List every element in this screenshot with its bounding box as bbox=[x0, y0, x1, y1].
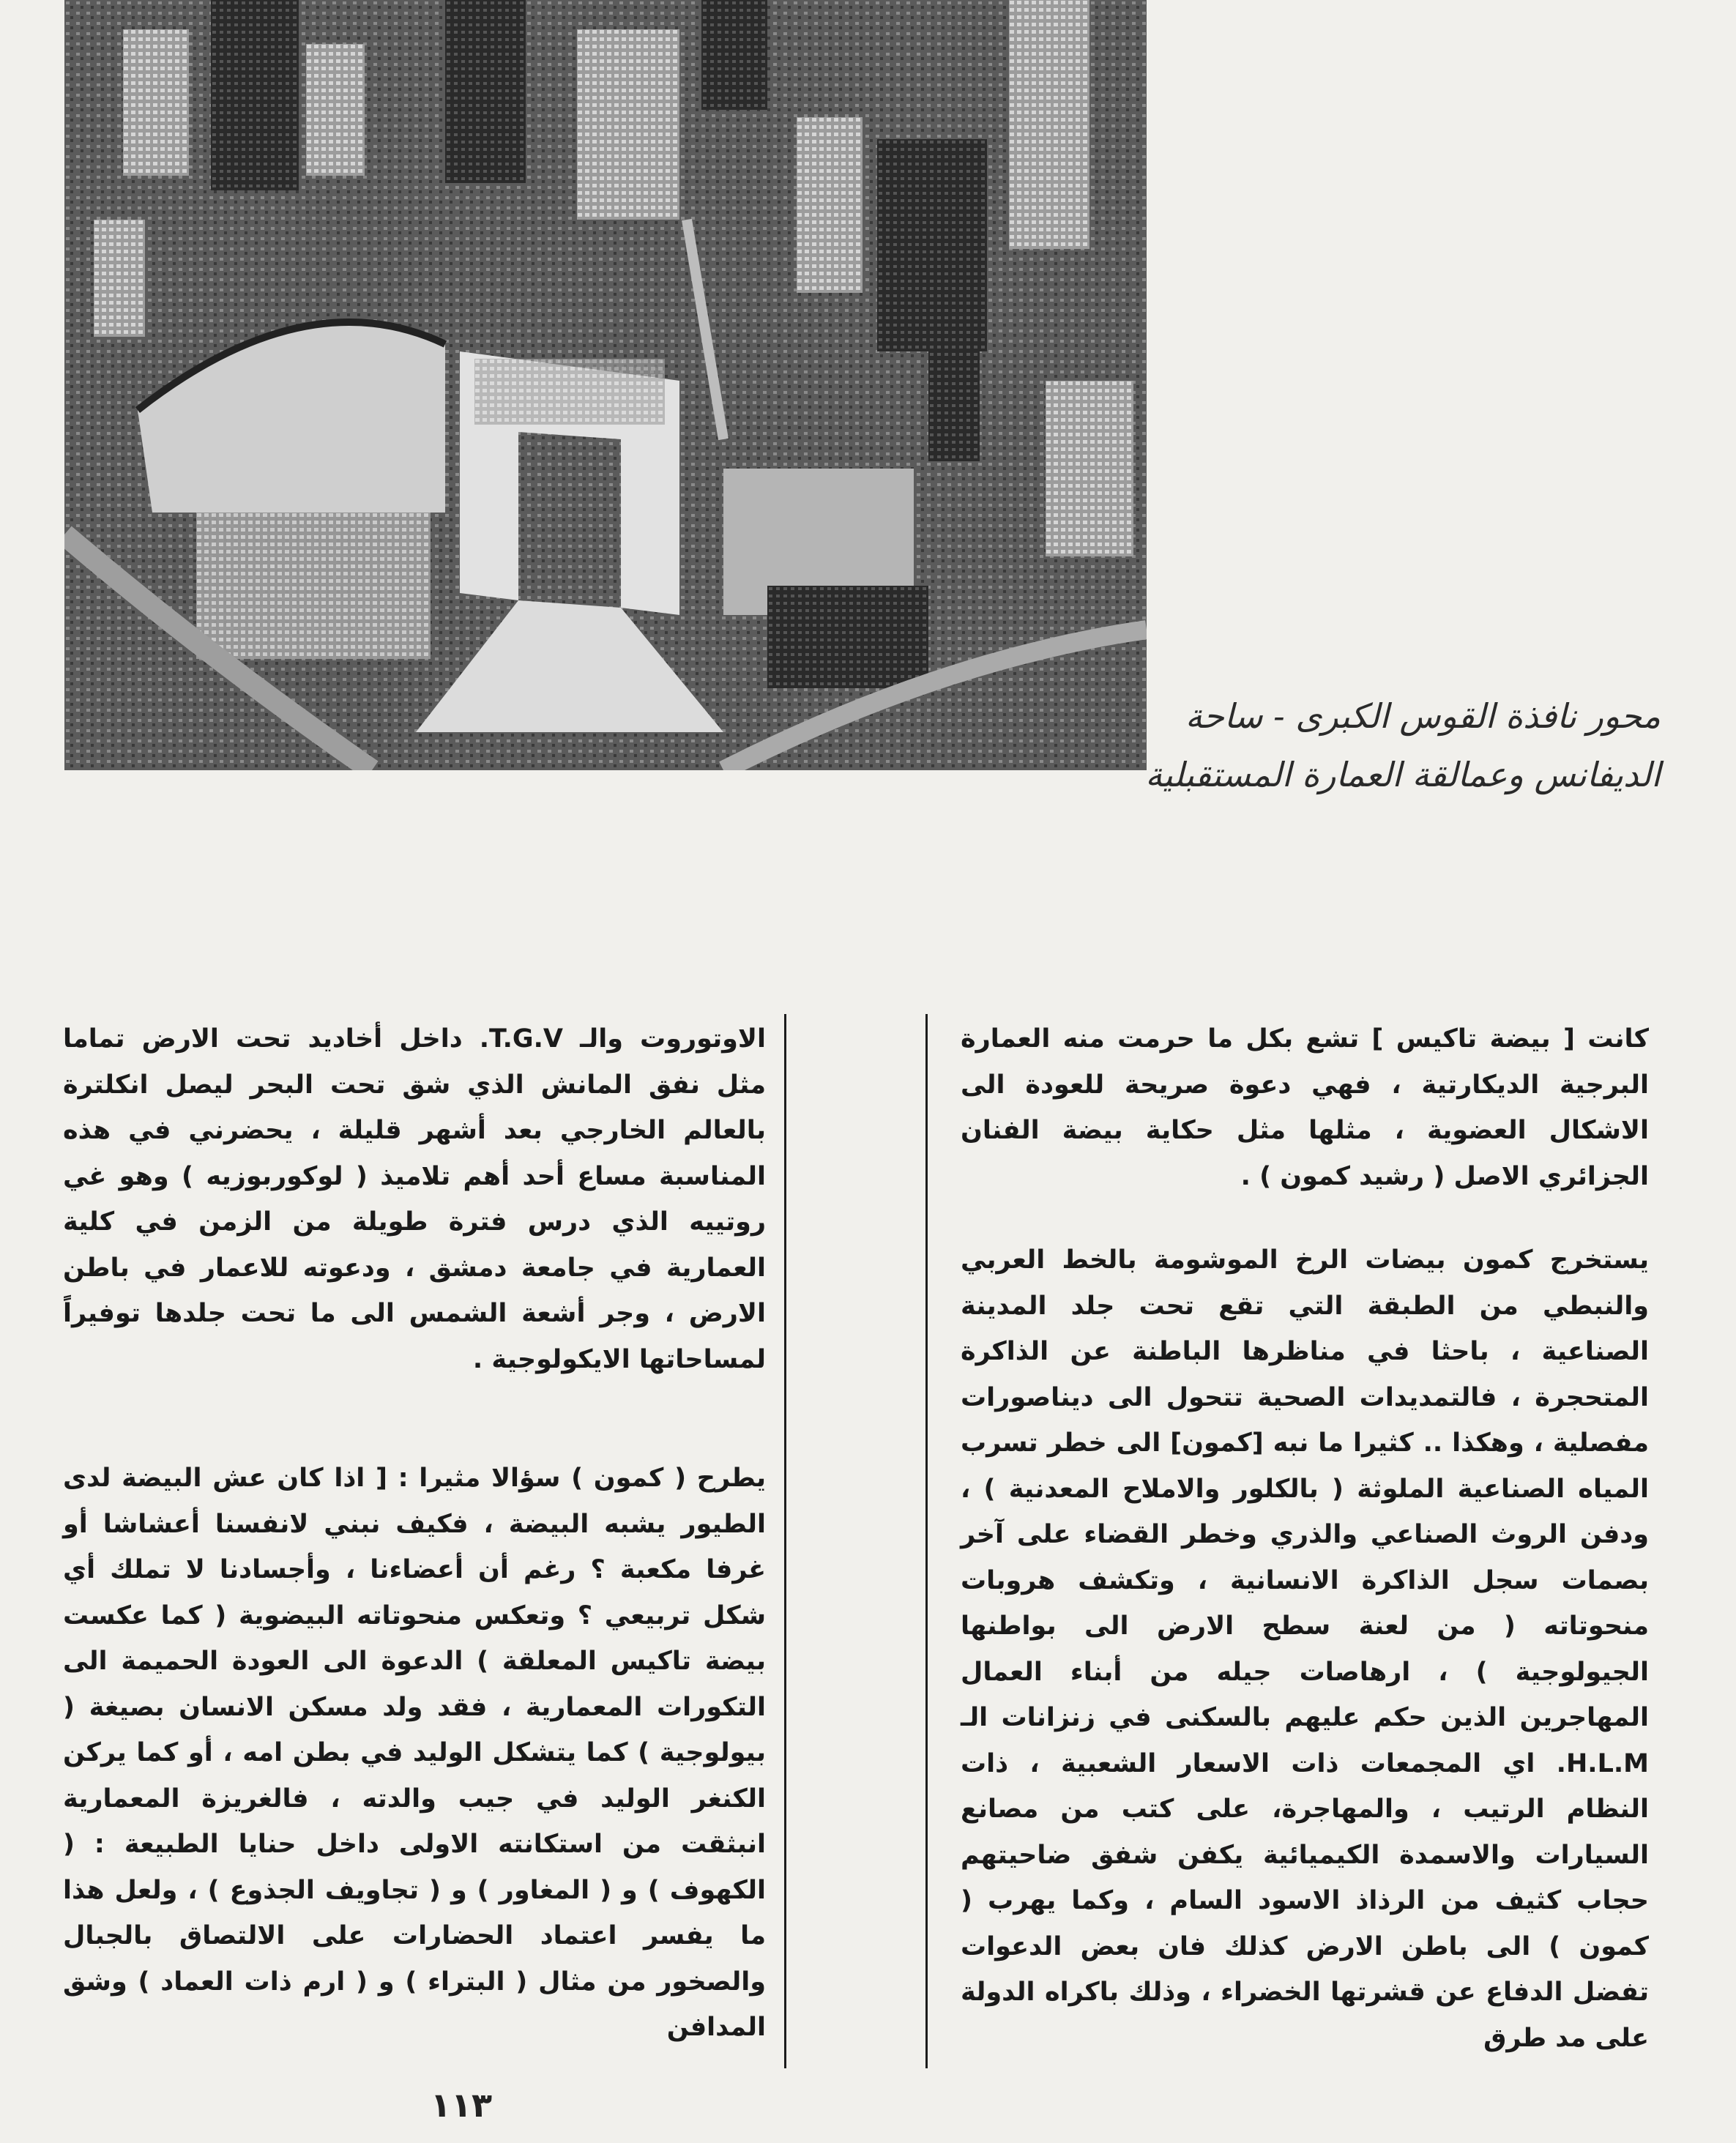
column-divider-left bbox=[784, 1014, 786, 2068]
photo-caption bbox=[1145, 687, 1661, 804]
aerial-city-photo-icon bbox=[64, 0, 1147, 770]
caption-line-1: محور نافذة القوس الكبرى - ساحة bbox=[1185, 696, 1661, 736]
paragraph-1: الاوتوروت والـ T.G.V. داخل أخاديد تحت الارض تماما مثل نفق المانش الذي شق تحت البحر ليصل انكلترة بالعالم الخارجي بعد أشهر قليلة ، يحضرني في هذه المناسبة مساع أحد أهم تلاميذ ( لوكوربوزيه ) وهو غي روتييه الذي درس فترة طويلة من الزمن في كلية العمارية في جامعة دمشق ، ودعوته للاعمار في باطن الارض ، وجر أشعة الشمس الى ما تحت جلدها توفيراً لمساحاتها الايكولوجية . bbox=[63, 1024, 766, 1374]
paragraph-1: كانت [ بيضة تاكيس ] تشع بكل ما حرمت منه العمارة البرجية الديكارتية ، فهي دعوة صريحة للعودة الى الاشكال العضوية ، مثلها مثل حكاية بيضة الفنان الجزائري الاصل ( رشيد كمون ) . bbox=[961, 1024, 1649, 1191]
city-photo bbox=[64, 0, 1147, 770]
caption-line-2: الديفانس وعمالقة العمارة المستقبلية bbox=[1145, 755, 1661, 794]
column-divider-right bbox=[925, 1014, 928, 2068]
paragraph-2: يستخرج كمون بيضات الرخ الموشومة بالخط العربي والنبطي من الطبقة التي تقع تحت جلد المدينة الصناعية ، باحثا في مناظرها الباطنة عن الذاكرة المتحجرة ، فالتمديدات الصحية تتحول الى ديناصورات مفصلية ، وهكذا .. كثيرا ما نبه [كمون] الى خطر تسرب المياه الصناعية الملوثة ( بالكلور والاملاح المعدنية ) ، ودفن الروث الصناعي والذري وخطر القضاء على آخر بصمات سجل الذاكرة الانسانية ، وتكشف هروبات منحوتاته ( من لعنة سطح الارض الى بواطنها الجيولوجية ) ، ارهاصات جيله من أبناء العمال المهاجرين الذين حكم عليهم بالسكنى في زنزانات الـ H.L.M. اي المجمعات ذات الاسعار الشعبية ، ذات النظام الرتيب ، والمهاجرة، على كتب من مصانع السيارات والاسمدة الكيميائية يكفن شفق ضاحيتهم حجاب كثيف من الرذاذ الاسود السام ، وكما يهرب ( كمون ) الى باطن الارض كذلك فان بعض الدعوات تفضل الدفاع عن قشرتها الخضراء ، وذلك باكراه الدولة على مد طرق bbox=[961, 1245, 1649, 2053]
text-column-right bbox=[961, 1016, 1649, 2061]
paragraph-2: يطرح ( كمون ) سؤالا مثيرا : [ اذا كان عش البيضة لدى الطيور يشبه البيضة ، فكيف نبني لانفسنا أعشاشا أو غرفا مكعبة ؟ رغم أن أعضاءنا ، وأجسادنا لا تملك أي شكل تربيعي ؟ وتعكس منحوتاته البيضوية ( كما عكست بيضة تاكيس المعلقة ) الدعوة الى العودة الحميمة الى التكورات المعمارية ، فقد ولد مسكن الانسان بصيغة ( بيولوجية ) كما يتشكل الوليد في بطن امه ، أو كما يركن الكنغر الوليد في جيب والدته ، فالغريزة المعمارية انبثقت من استكانته الاولى داخل حنايا الطبيعة : ( الكهوف ) و ( المغاور ) و ( تجاويف الجذوع ) ، ولعل هذا ما يفسر اعتماد الحضارات على الالتصاق بالجبال والصخور من مثال ( البتراء ) و ( ارم ذات العماد ) وشق المدافن bbox=[63, 1464, 766, 2042]
text-column-left bbox=[63, 1016, 766, 2051]
page-number: ١١٣ bbox=[430, 2085, 493, 2125]
